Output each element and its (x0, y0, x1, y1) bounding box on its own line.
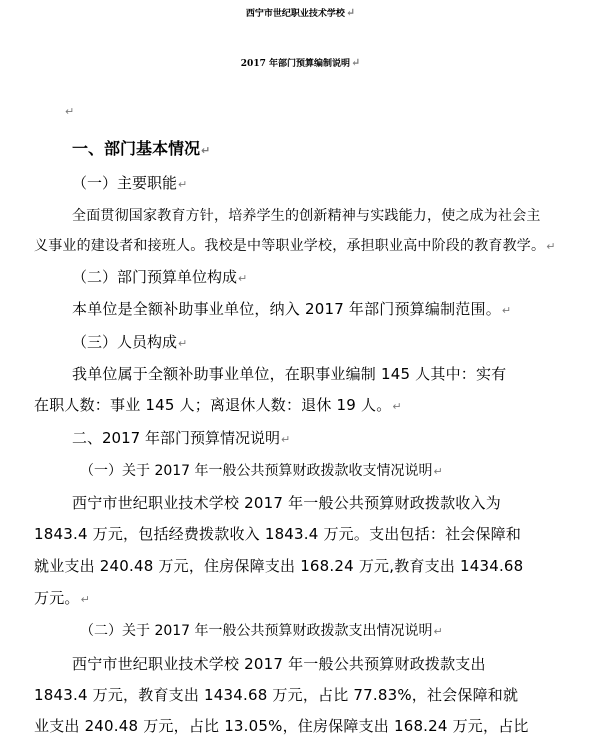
paragraph-mark-icon: ↵ (546, 240, 556, 253)
paragraph-mark-icon: ↵ (345, 6, 356, 19)
paragraph-mark-icon: ↵ (80, 593, 91, 606)
subsection-1-3-heading: （三）人员构成 (72, 333, 178, 351)
text-line: 本单位是全额补助事业单位，纳入 2017 年部门预算编制范围。 (72, 300, 501, 318)
paragraph-line (34, 555, 523, 576)
subsection-1-2-heading: （二）部门预算单位构成 (72, 268, 238, 286)
text-line: 就业支出 240.48 万元，住房保障支出 168.24 万元,教育支出 1434.68 (34, 557, 524, 575)
paragraph-line (34, 715, 529, 736)
subsection-heading (80, 460, 443, 480)
section-1-heading: 一、部门基本情况 (72, 139, 201, 158)
paragraph-mark-icon: ↵ (392, 400, 402, 413)
paragraph-line (72, 653, 486, 674)
document-subtitle (0, 56, 601, 69)
paragraph-mark-icon: ↵ (178, 178, 188, 191)
title-line-2: 2017 年部门预算编制说明 (240, 59, 350, 69)
subsection-2-1-heading: （一）关于 2017 年一般公共预算财政拨款收支情况说明 (80, 463, 433, 479)
paragraph-line (72, 363, 506, 384)
section-heading (72, 136, 210, 159)
paragraph-mark-icon: ↵ (350, 56, 361, 69)
text-line: 义事业的建设者和接班人。我校是中等职业学校，承担职业高中阶段的教育教学。 (34, 238, 546, 254)
text-line: 1843.4 万元，教育支出 1434.68 万元，占比 77.83%，社会保障和就 (34, 686, 519, 704)
paragraph-line (72, 492, 501, 513)
text-line: 我单位属于全额补助事业单位，在职事业编制 145 人其中：实有 (72, 365, 507, 383)
subsection-1-1-heading: （一）主要职能 (72, 174, 178, 192)
subsection-heading (80, 620, 443, 640)
paragraph-line (72, 298, 511, 319)
paragraph-mark-icon: ↵ (238, 272, 248, 285)
paragraph-line (34, 684, 518, 705)
paragraph-mark-icon: ↵ (65, 105, 75, 118)
section-2-heading: 二、2017 年部门预算情况说明 (72, 429, 280, 447)
text-line: 万元。 (34, 589, 80, 607)
paragraph-line (72, 205, 541, 225)
text-line: 1843.4 万元，包括经费拨款收入 1843.4 万元。支出包括：社会保障和 (34, 525, 522, 543)
subsection-2-2-heading: （二）关于 2017 年一般公共预算财政拨款支出情况说明 (80, 623, 433, 639)
text-line: 全面贯彻国家教育方针，培养学生的创新精神与实践能力，使之成为社会主 (72, 208, 541, 224)
title-line-1: 西宁市世纪职业技术学校 (245, 9, 345, 19)
subsection-heading (72, 331, 187, 352)
paragraph-line (34, 235, 556, 255)
paragraph-mark-icon: ↵ (433, 625, 443, 638)
paragraph-mark-icon: ↵ (501, 304, 512, 317)
paragraph-line (34, 587, 90, 608)
subsection-heading (72, 172, 187, 193)
text-line: 在职人数：事业 145 人；离退休人数：退休 19 人。 (34, 396, 392, 414)
paragraph-mark-icon: ↵ (433, 465, 443, 478)
text-line: 西宁市世纪职业技术学校 2017 年一般公共预算财政拨款收入为 (72, 494, 501, 512)
paragraph-line (34, 523, 521, 544)
paragraph-mark-icon: ↵ (201, 144, 211, 157)
paragraph-mark-icon: ↵ (280, 433, 291, 446)
document-title (0, 6, 601, 19)
text-line: 业支出 240.48 万元，占比 13.05%，住房保障支出 168.24 万元，占比 (34, 717, 529, 735)
empty-paragraph (64, 100, 74, 119)
paragraph-mark-icon: ↵ (178, 337, 188, 350)
section-heading (72, 427, 290, 448)
text-line: 西宁市世纪职业技术学校 2017 年一般公共预算财政拨款支出 (72, 655, 486, 673)
subsection-heading (72, 266, 247, 287)
paragraph-line (34, 394, 402, 415)
